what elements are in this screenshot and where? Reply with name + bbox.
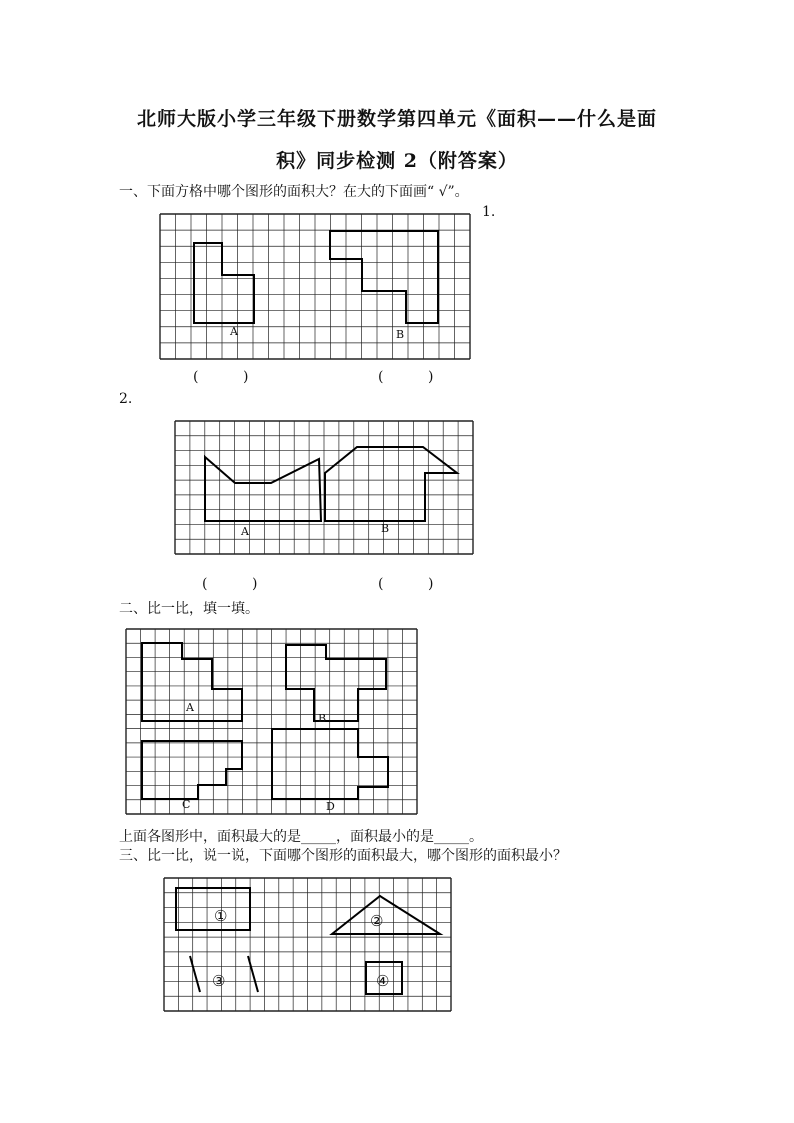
- grid2-label-b: B: [381, 522, 390, 535]
- section2-fill-in: 上面各图形中，面积最大的是_____，面积最小的是_____。: [119, 829, 483, 845]
- page-title-line2: 积》同步检测 2（附答案）: [276, 150, 518, 172]
- grid-figure-3: [126, 629, 417, 814]
- grid3-label-a: A: [186, 701, 194, 714]
- q1-answer-paren-b[interactable]: ( ): [378, 369, 434, 385]
- section2-heading: 二、比一比，填一填。: [119, 601, 259, 617]
- q2-answer-paren-b[interactable]: ( ): [378, 576, 434, 592]
- q2-answer-paren-a[interactable]: ( ): [202, 576, 258, 592]
- grid4-label-2: ②: [370, 912, 384, 930]
- shape-b-outline: [286, 645, 386, 721]
- q1-number: 1.: [482, 204, 496, 220]
- grid3-label-d: D: [326, 800, 335, 813]
- grid4-label-3: ③: [212, 972, 226, 990]
- grid-figure-4: [164, 878, 451, 1011]
- section1-heading: 一、下面方格中哪个图形的面积大？在大的下面画“ √”。: [119, 184, 469, 200]
- grid-figure-1: [160, 214, 470, 359]
- shape-1-outline: [176, 888, 250, 930]
- grid-lines: [160, 214, 470, 359]
- grid3-label-c: C: [182, 798, 191, 811]
- grid-figure-2: [175, 421, 473, 554]
- q2-number: 2.: [119, 391, 133, 407]
- shape-a-outline: [205, 457, 321, 521]
- grid1-label-b: B: [396, 328, 405, 341]
- grid-lines: [164, 878, 451, 1011]
- section3-heading: 三、比一比，说一说，下面哪个图形的面积最大，哪个图形的面积最小？: [119, 848, 567, 864]
- grid1-label-a: A: [230, 325, 238, 338]
- page-title-line1: 北师大版小学三年级下册数学第四单元《面积——什么是面: [136, 108, 657, 130]
- shape-2-outline: [332, 896, 440, 934]
- shape-c-outline: [142, 741, 242, 799]
- grid3-label-b: B: [318, 712, 327, 725]
- q1-answer-paren-a[interactable]: ( ): [193, 369, 249, 385]
- grid4-label-1: ①: [214, 907, 228, 925]
- grid2-label-a: A: [241, 525, 249, 538]
- grid4-label-4: ④: [376, 972, 390, 990]
